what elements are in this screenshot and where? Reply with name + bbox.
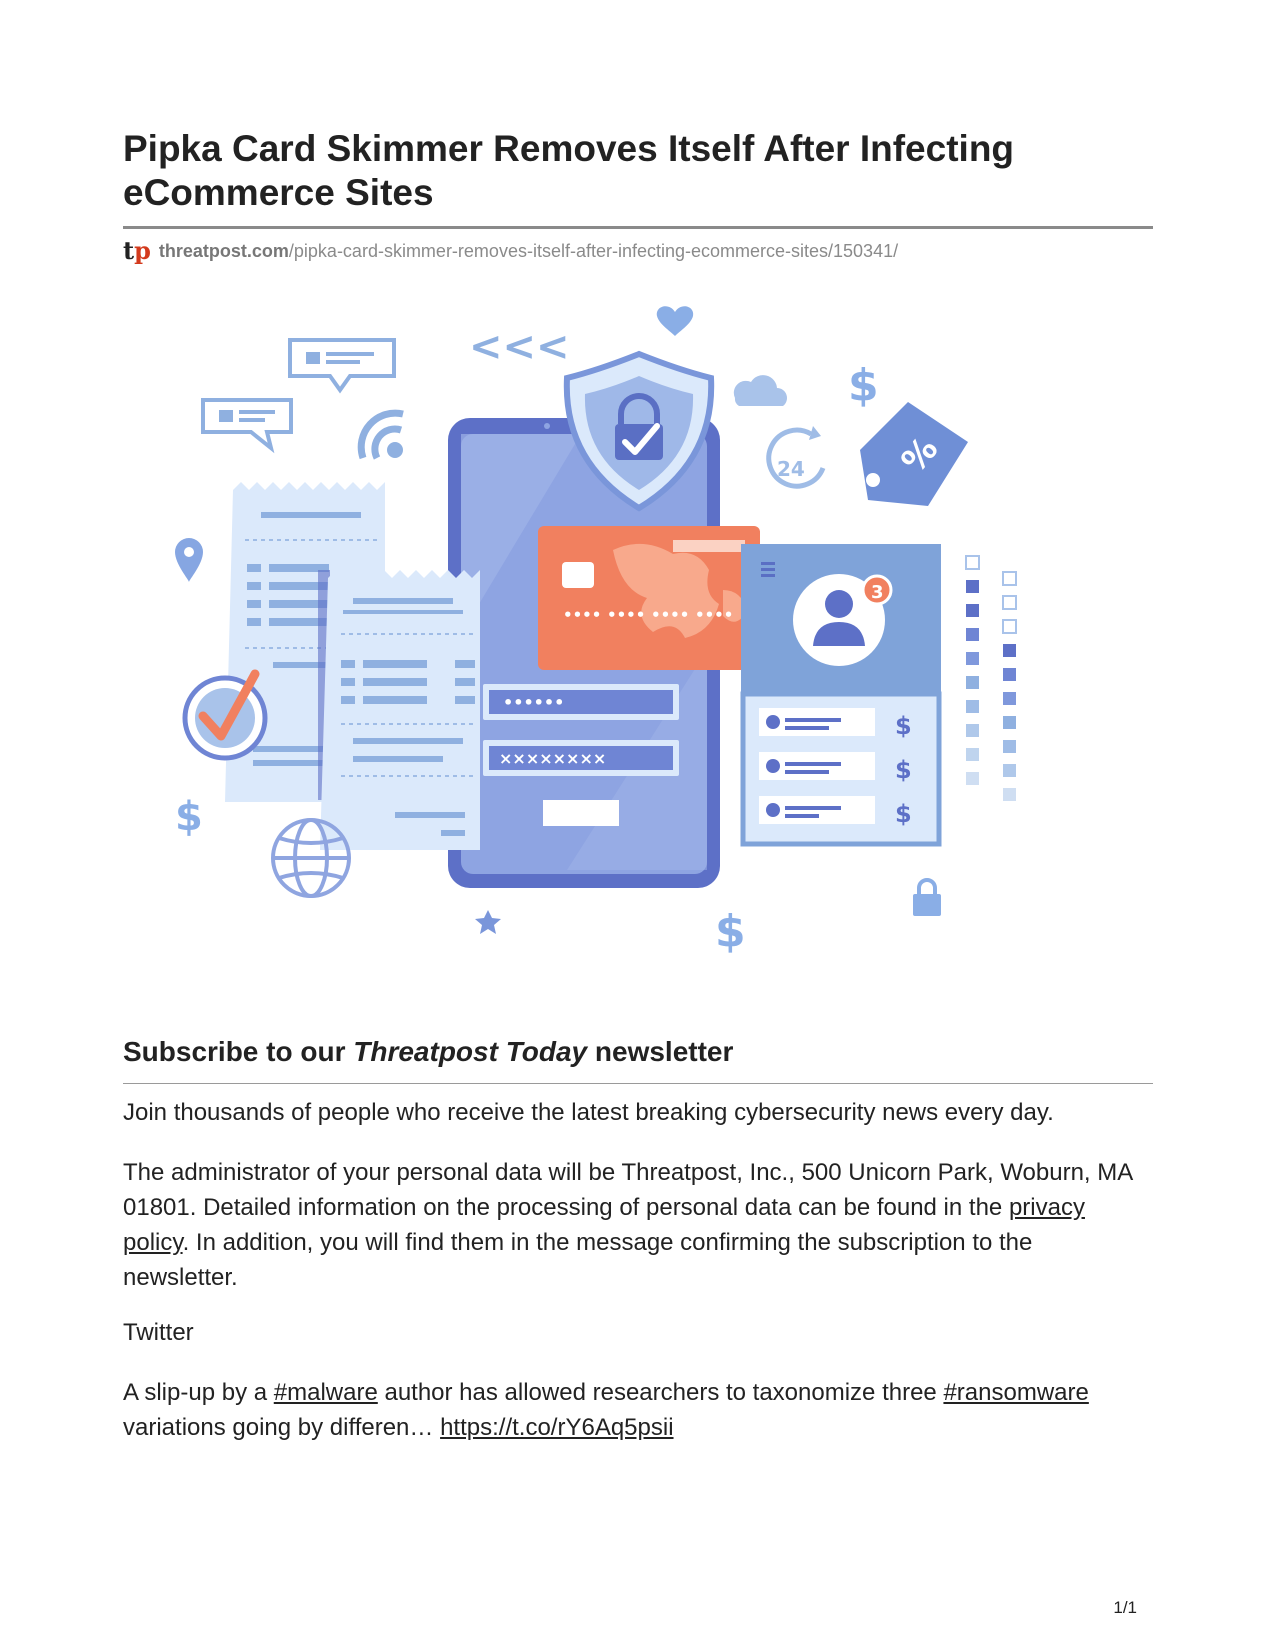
profile-panel <box>741 544 941 846</box>
hero-illustration <box>163 290 1123 1010</box>
chat-bubble-icon <box>290 340 394 390</box>
password-dots-field: •••••• <box>503 693 565 712</box>
heart-icon <box>657 306 693 336</box>
cloud-icon <box>734 375 787 406</box>
title-divider <box>123 226 1153 229</box>
location-pin-icon <box>175 538 203 582</box>
privacy-policy-link[interactable]: privacy policy <box>123 1194 1085 1256</box>
credit-card-icon <box>538 526 760 670</box>
threatpost-logo: tp <box>123 236 151 265</box>
card-number-group-4: •••• <box>695 606 734 624</box>
hashtag-ransomware-link[interactable]: #ransomware <box>943 1379 1089 1406</box>
progress-squares-decoration <box>966 556 1016 801</box>
page-number: 1/1 <box>1113 1598 1137 1617</box>
newsletter-name: Threatpost Today <box>353 1036 588 1067</box>
article-title <box>123 127 1153 215</box>
tweet-text: A slip-up by a #malware author has allowed researchers to taxonomize three #ransomware variations going by differen… https://t.co/rY6Aq5psii <box>123 1379 1089 1441</box>
dollar-icon-top: $ <box>848 360 879 411</box>
twitter-label: Twitter <box>123 1319 194 1346</box>
globe-icon <box>273 820 349 896</box>
svg-text:24: 24 <box>777 457 805 481</box>
dollar-icon-bottom: $ <box>715 906 746 957</box>
star-icon <box>475 910 501 934</box>
notification-badge: 3 <box>871 582 884 603</box>
card-number-group-3: •••• <box>651 606 690 624</box>
dollar-icon-left: $ <box>175 794 203 840</box>
receipt-icon-front <box>318 570 480 850</box>
clock-24-icon <box>769 426 823 486</box>
password-stars-field: ×××××××× <box>499 749 607 768</box>
card-number-group-2: •••• <box>607 606 646 624</box>
tweet-link[interactable]: https://t.co/rY6Aq5psii <box>440 1414 674 1441</box>
chevrons-icon: <<< <box>469 324 570 370</box>
source-path[interactable]: /pipka-card-skimmer-removes-itself-after-infecting-ecommerce-sites/150341/ <box>288 240 899 261</box>
newsletter-heading: Subscribe to our Threatpost Today newsletter <box>123 1036 734 1067</box>
chat-bubble-icon-2 <box>203 400 291 448</box>
article-title-line2: eCommerce Sites <box>123 172 434 213</box>
svg-text:$: $ <box>895 800 912 828</box>
svg-text:$: $ <box>895 756 912 784</box>
source-line <box>123 238 898 264</box>
article-title-line1: Pipka Card Skimmer Removes Itself After Infecting <box>123 128 1015 169</box>
padlock-icon <box>913 880 941 916</box>
checkmark-circle-icon <box>185 674 265 758</box>
svg-text:%: % <box>893 429 947 481</box>
card-number-group-1: •••• <box>563 606 602 624</box>
newsletter-intro: Join thousands of people who receive the latest breaking cybersecurity news every day. <box>123 1099 1054 1126</box>
newsletter-divider <box>123 1083 1153 1084</box>
svg-text:$: $ <box>895 712 912 740</box>
hashtag-malware-link[interactable]: #malware <box>273 1379 378 1406</box>
discount-tag-icon <box>860 402 968 506</box>
source-domain[interactable]: threatpost.com <box>158 240 289 261</box>
privacy-notice: The administrator of your personal data will be Threatpost, Inc., 500 Unicorn Park, Woburn, MA 01801. Detailed information on the processing of personal data can be found in the privacy policy. In addition, you will find them in the message confirming the subscription to the newsletter. <box>123 1159 1132 1291</box>
